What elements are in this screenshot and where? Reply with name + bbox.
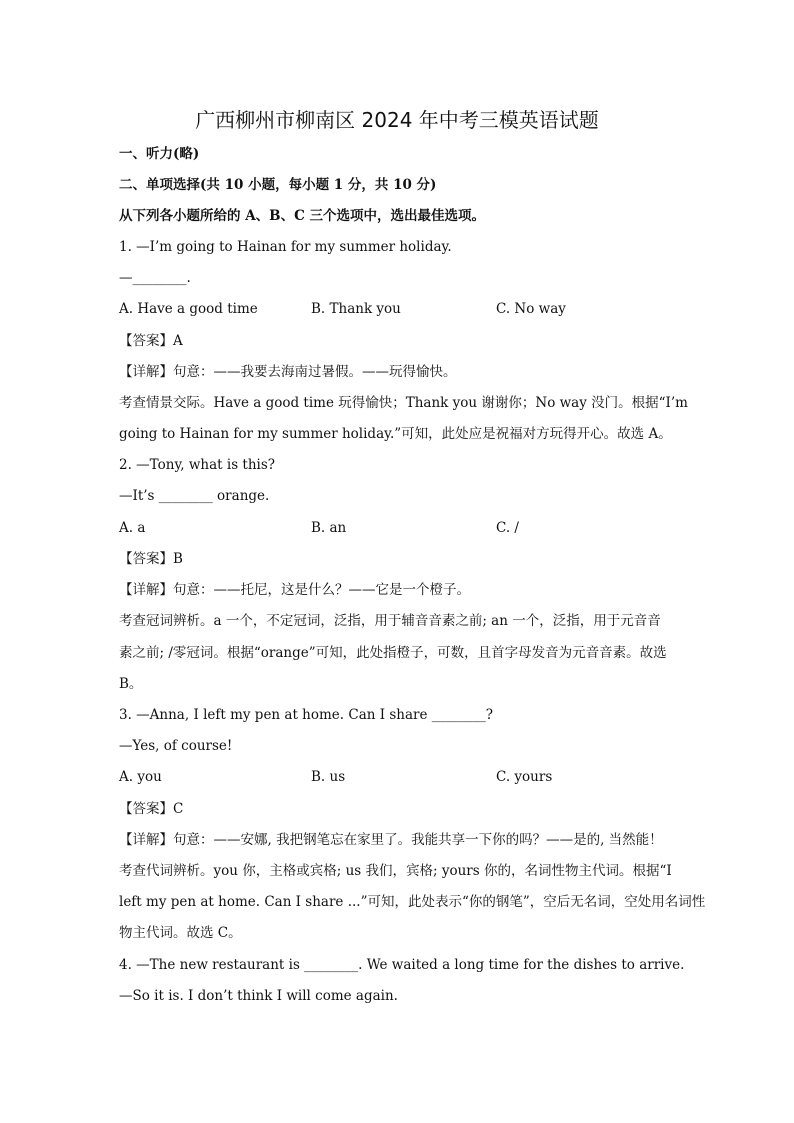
q3-detail: 【详解】句意：——安娜, 我把钢笔忘在家里了。我能共享一下你的吗？——是的, 当然能！	[119, 832, 663, 848]
q1-explain-2: going to Hainan for my summer holiday.”可知，此处应是祝福对方玩得开心。故选 A。	[119, 426, 672, 442]
q3-reply: —Yes, of course!	[119, 738, 233, 754]
q3-explain-2: left my pen at home. Can I share ...”可知，此处表示“你的钢笔”，空后无名词，空处用名词性	[119, 894, 706, 910]
page-title: 广西柳州市柳南区 2024 年中考三模英语试题	[195, 108, 599, 132]
q3-option-b: B. us	[311, 769, 346, 785]
section-single-choice: 二、单项选择(共 10 小题，每小题 1 分，共 10 分)	[119, 177, 437, 193]
q3-answer: 【答案】C	[119, 801, 184, 817]
q2-explain-2: 素之前; /零冠词。根据“orange”可知，此处指橙子，可数，且首字母发音为元音音素。故选	[119, 645, 667, 661]
q2-reply: —It’s ________ orange.	[119, 488, 270, 504]
q1-reply: —________.	[119, 270, 191, 286]
q2-answer: 【答案】B	[119, 551, 183, 567]
q4-stem: 4. —The new restaurant is ________. We waited a long time for the dishes to arrive.	[119, 957, 685, 973]
q1-detail: 【详解】句意：——我要去海南过暑假。——玩得愉快。	[119, 364, 457, 380]
q2-explain-3: B。	[119, 676, 143, 692]
q2-option-c: C. /	[496, 520, 519, 536]
q3-explain-3: 物主代词。故选 C。	[119, 925, 242, 941]
q1-stem: 1. —I’m going to Hainan for my summer holiday.	[119, 239, 452, 255]
q3-explain-1: 考查代词辨析。you 你，主格或宾格; us 我们，宾格; yours 你的，名词性物主代词。根据“I	[119, 863, 672, 879]
q1-option-a: A. Have a good time	[119, 301, 258, 317]
q1-option-b: B. Thank you	[311, 301, 401, 317]
q2-option-a: A. a	[119, 520, 146, 536]
q2-detail: 【详解】句意：——托尼，这是什么？——它是一个橙子。	[119, 582, 470, 598]
q3-option-c: C. yours	[496, 769, 553, 785]
instruction: 从下列各小题所给的 A、B、C 三个选项中，选出最佳选项。	[119, 208, 486, 224]
q2-stem: 2. —Tony, what is this?	[119, 457, 276, 473]
q3-option-a: A. you	[119, 769, 162, 785]
section-listening: 一、听力(略)	[119, 146, 200, 162]
q1-option-c: C. No way	[496, 301, 566, 317]
q3-stem: 3. —Anna, I left my pen at home. Can I share ________?	[119, 707, 494, 723]
q1-answer: 【答案】A	[119, 333, 183, 349]
q2-explain-1: 考查冠词辨析。a 一个，不定冠词，泛指，用于辅音音素之前; an 一个，泛指，用于元音音	[119, 613, 661, 629]
q2-option-b: B. an	[311, 520, 347, 536]
q1-explain-1: 考查情景交际。Have a good time 玩得愉快；Thank you 谢谢你；No way 没门。根据“I’m	[119, 395, 688, 411]
q4-reply: —So it is. I don’t think I will come again.	[119, 988, 398, 1004]
